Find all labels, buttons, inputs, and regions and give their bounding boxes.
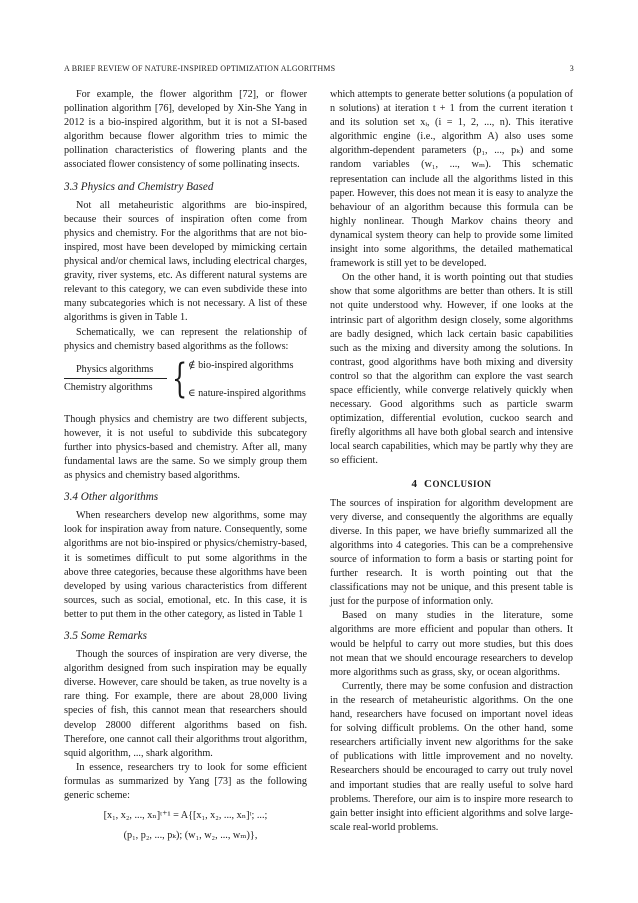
formula-line-1: [x₁, x₂, ..., xₙ]ᵗ⁺¹ = A{[x₁, x₂, ..., xₙ]ᵗ; ...; [103, 810, 268, 822]
paragraph-iteration: which attempts to generate better solutions (a population of n solutions) at iteration t + 1 from the current iteration t and its solution set xᵢ, (i = 1, 2, ..., n). This iterative algorithmic engine (i.e., algorithm A) also uses some algorithm-dependent parameters (p₁, ..., pₖ) and some random variables (w₁, ..., wₘ). This schematic representation can include all the algorithms listed in this paper. However, this does not mean it is easy to analyze the behaviour of an algorithm because this formula can be highly nonlinear. Though Markov chains theory and dynamical system theory can help to provide some limited insight into some algorithms, the detailed mathematical framework is still yet to be developed. [330, 89, 573, 270]
paragraph-conclusion-confusion: Currently, there may be some confusion and distraction in the research of metaheuristic algorithms. On the one hand, researchers have focused on important novel ideas for solving difficult problems. On the other hand, some researchers artificially invent new algorithms for the sake of publications with little improvement and no novelty. Researchers should be encouraged to carry out truly novel and important studies that are really useful to solve hard problems. Therefore, our aim is to inspire more research to gain better insight into efficient algorithms and solve large-scale real-world problems. [330, 680, 573, 833]
case-nature-inspired: ∈ nature-inspired algorithms [188, 387, 306, 399]
paragraph-physics-chemistry: Not all metaheuristic algorithms are bio-inspired, because their sources of inspiration often come from physics and chemistry. For the algorithms that are not bio-inspired, most have been developed by mimicking certain physical and/or chemical laws, including electrical charges, gravity, river systems, etc. As different natural systems are relevant to this category, we can even subdivide these into many subcategories which is not necessary. A list of these algorithms is given in Table 1. [64, 199, 307, 324]
paragraph-better-algorithms: On the other hand, it is worth pointing out that studies show that some algorithms are better than others. It is still not quite understood why. However, if one looks at the intrinsic part of algorithm design closely, some algorithms are badly designed, which lack certain basic capabilities such as the mixing and diversity among the solutions. In contrast, good algorithms have both mixing and diversity control so that the algorithm can explore the vast search space efficiently, while converge relatively quickly when necessary. Good algorithms such as particle swarm optimization, differential evolution, cuckoo search and firefly algorithms all have both global search and intensive local search capabilities, which may be partly why they are so efficient. [330, 272, 573, 467]
paragraph-generic-scheme: In essence, researchers try to look for some efficient formulas as summarized by Yang [73] as the following generic scheme: [64, 761, 307, 802]
section-heading-3-5: 3.5 Some Remarks [64, 630, 147, 642]
fraction-bar [64, 378, 167, 379]
formula-line-2: (p₁, p₂, ..., pₖ); (w₁, w₂, ..., wₘ)}, [123, 830, 258, 842]
set-relation-equation [64, 357, 307, 409]
section-heading-3-3: 3.3 Physics and Chemistry Based [64, 180, 214, 193]
generic-scheme-formula [64, 809, 307, 843]
paragraph-remarks: Though the sources of inspiration are very diverse, the algorithm designed from such inspiration may be equally diverse. However, care should be taken, as true novelty is a rare thing. For example, there are about 28,000 living species of fish, this cannot mean that researchers should develop 28000 different algorithms based on fish. Therefore, one cannot call their algorithms trout algorithm, squid algorithm, ..., shark algorithm. [64, 649, 307, 759]
paragraph-conclusion-sources: The sources of inspiration for algorithm development are very diverse, and consequently the algorithms are equally diverse. In this paper, we have briefly summarized all the algorithms into 4 categories. This can be a comprehensive source of information to form a basis or starting point for further research. It is worth pointing out that the classifications may not be unique, and this present table is just for the purpose of information only. [330, 497, 573, 608]
right-column [330, 88, 573, 835]
page-number: 3 [569, 64, 574, 73]
paragraph-flower-algorithm: For example, the flower algorithm [72], or flower pollination algorithm [76], developed by Xin-She Yang in 2012 is a bio-inspired algorithm, but it is not a SI-based algorithm because flower algorithm tries to mimic the pollination characteristics of flowering plants and the associated flower consistency of some pollinating insects. [64, 89, 307, 171]
paragraph-subdivide: Though physics and chemistry are two different subjects, however, it is not useful to subdivide this subcategory further into physics-based and chemistry. After all, many fundamental laws are the same. So we simply group them as physics and chemistry based algorithms. [64, 413, 307, 482]
brace-symbol: { [172, 355, 188, 402]
left-column [64, 88, 307, 845]
fraction-numerator: Physics algorithms [76, 363, 154, 375]
fraction-denominator: Chemistry algorithms [64, 381, 153, 393]
case-not-bio-inspired: ∉ bio-inspired algorithms [188, 359, 294, 371]
paragraph-other-algorithms: When researchers develop new algorithms, some may look for inspiration away from nature. Consequently, some algorithms are not bio-inspired or physics/chemistry-based, it is sometimes difficult to put some algorithms in the above three categories, because these algorithms have been developed by using various characteristics from different sources, such as social, emotional, etc. In this case, it is better to put them in the other category, as listed in Table 1 [64, 510, 307, 620]
section-title-initial: C [424, 477, 433, 490]
running-head [64, 64, 574, 73]
paragraph-conclusion-studies: Based on many studies in the literature, some algorithms are more efficient and popular than others. It would be helpful to carry out more studies, but this does not mean that we should encourage researchers to develop more algorithms such as grass, sky, or ocean algorithms. [330, 610, 573, 678]
section-heading-3-4: 3.4 Other algorithms [64, 491, 159, 504]
paragraph-schematic-intro: Schematically, we can represent the relationship of physics and chemistry based algorithms as the follows: [64, 326, 307, 352]
running-title: A BRIEF REVIEW OF NATURE-INSPIRED OPTIMIZATION ALGORITHMS [64, 64, 336, 73]
section-title-rest: ONCLUSION [432, 478, 492, 489]
section-heading-conclusion [330, 477, 573, 491]
section-number: 4 [411, 477, 418, 490]
